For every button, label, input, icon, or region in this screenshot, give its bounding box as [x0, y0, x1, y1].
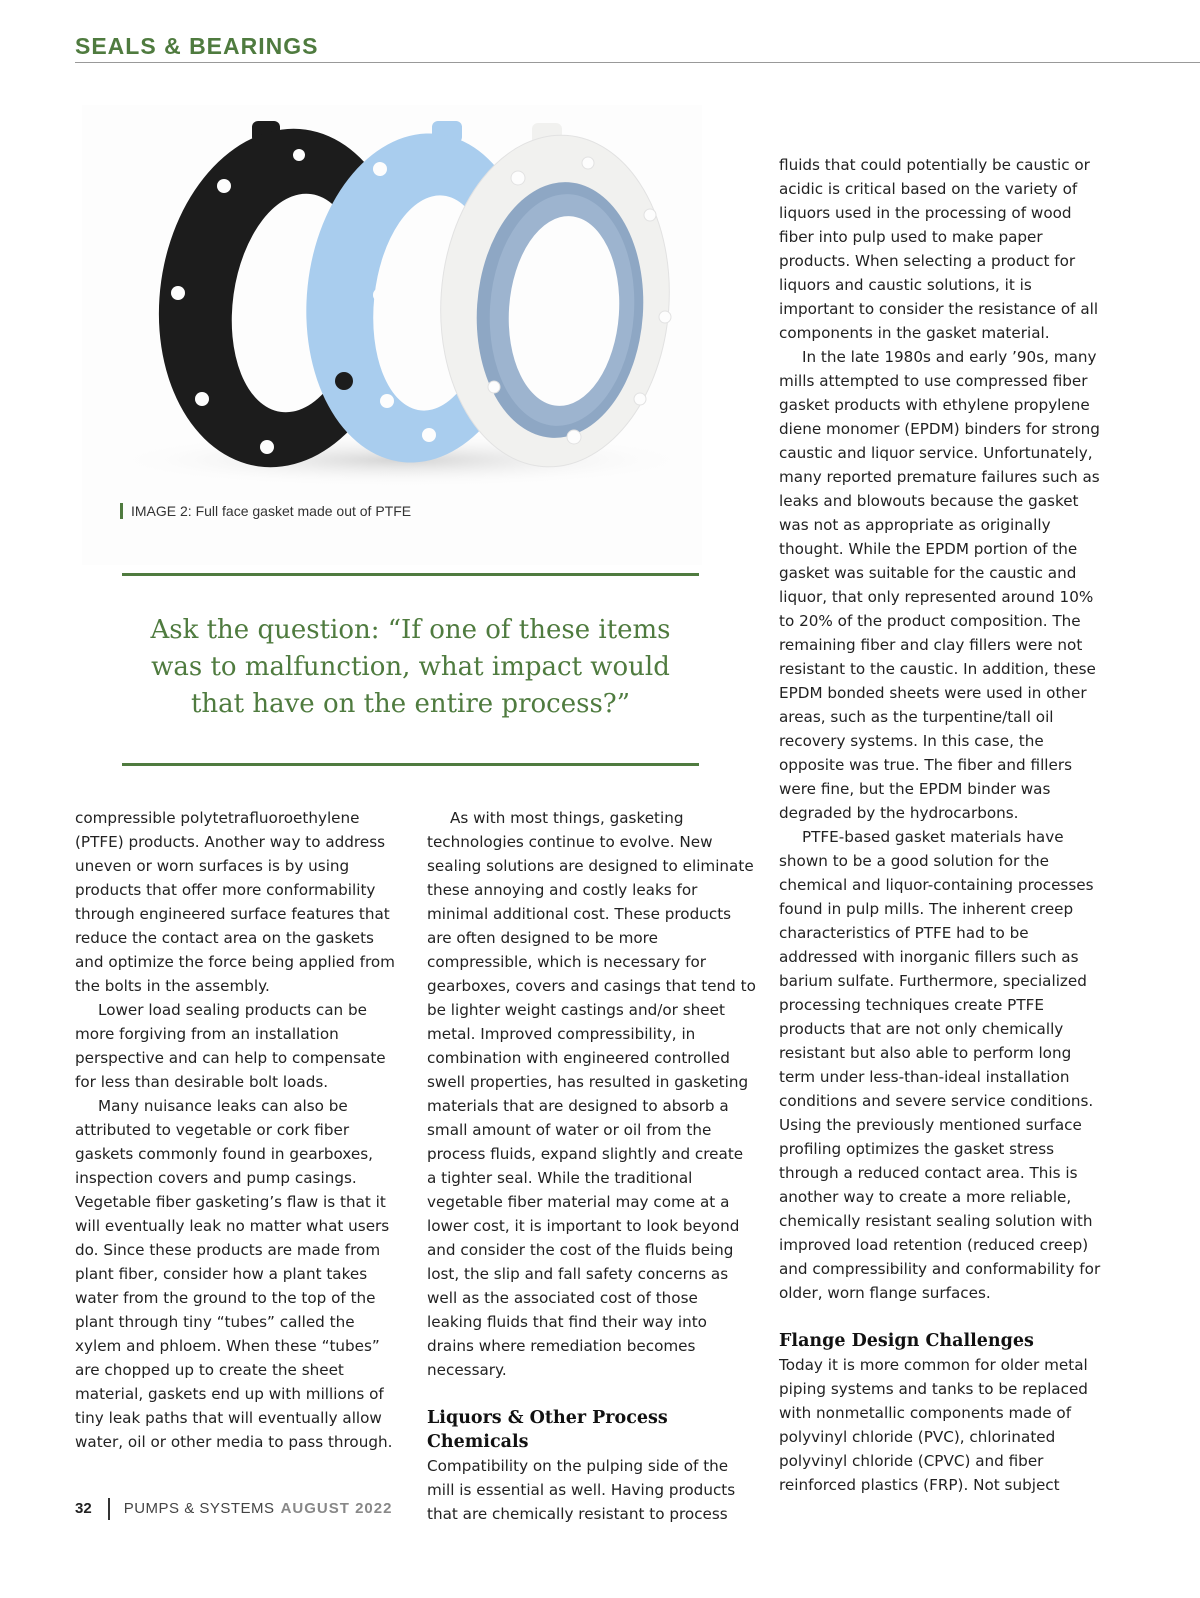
col3-heading: Flange Design Challenges	[779, 1331, 1034, 1351]
header-rule	[75, 62, 1200, 63]
col3-paragraph-2: In the late 1980s and early ’90s, many mills attempted to use compressed fiber gasket products with ethylene propylene diene monomer (EPDM) binders for strong caustic and liquor service. Unfortunately, many reported premature failures such as leaks and blowouts because the gasket was not as appropriate as originally thought. While the EPDM portion of the gasket was suitable for the caustic and liquor, that only represented around 10% to 20% of the product composition. The remaining fiber and clay fillers were not resistant to the caustic. In addition, these EPDM bonded sheets were used in other areas, such as the turpentine/tall oil recovery systems. In this case, the opposite was true. The fiber and fillers were fine, but the EPDM binder was degraded by the hydrocarbons.	[779, 348, 1100, 822]
gasket-illustration	[82, 105, 702, 565]
pull-quote: Ask the question: “If one of these items was to malfunction, what impact would that have on the entire process?”	[150, 615, 671, 719]
footer-divider	[108, 1498, 110, 1520]
col1-paragraph-1: compressible polytetrafluoroethylene (PTFE) products. Another way to address uneven or worn surfaces is by using products that offer more conformability through engineered surface features that reduce the contact area on the gaskets and optimize the force being applied from the bolts in the assembly.	[75, 809, 395, 995]
gasket-photo	[82, 105, 702, 565]
issue-date: AUGUST 2022	[280, 1500, 393, 1517]
page-number: 32	[75, 1500, 92, 1517]
column-3	[779, 153, 1109, 1497]
col3-paragraph-1: fluids that could potentially be caustic or acidic is critical based on the variety of liquors used in the processing of wood fiber into pulp used to make paper products. When selecting a product for liquors and caustic solutions, it is important to consider the resistance of all components in the gasket material.	[779, 156, 1099, 342]
figure-caption: IMAGE 2: Full face gasket made out of PTFE	[120, 503, 411, 519]
section-header: SEALS & BEARINGS	[75, 33, 319, 59]
magazine-name: PUMPS & SYSTEMS	[123, 1500, 275, 1517]
col3-paragraph-3: PTFE-based gasket materials have shown to be a good solution for the chemical and liquor-containing processes found in pulp mills. The inherent creep characteristics of PTFE had to be addressed with inorganic fillers such as barium sulfate. Furthermore, specialized processing techniques create PTFE products that are not only chemically resistant but also able to perform long term under less-than-ideal installation conditions and severe service conditions. Using the previously mentioned surface profiling optimizes the gasket stress through a reduced contact area. This is another way to create a more reliable, chemically resistant sealing solution with improved load retention (reduced creep) and compressibility and conformability for older, worn flange surfaces.	[779, 828, 1101, 1302]
col1-paragraph-2: Lower load sealing products can be more forgiving from an installation perspective and can help to compensate for less than desirable bolt loads.	[75, 1001, 386, 1091]
col3-paragraph-4: Today it is more common for older metal piping systems and tanks to be replaced with nonmetallic components made of polyvinyl chloride (PVC), chlorinated polyvinyl chloride (CPVC) and fiber reinforced plastics (FRP). Not subject	[779, 1356, 1088, 1494]
spacer	[779, 1305, 1109, 1329]
col2-heading: Liquors & Other Process Chemicals	[427, 1408, 668, 1452]
page-footer	[75, 1498, 392, 1520]
spacer	[427, 1382, 757, 1406]
pull-quote-rule-top	[122, 573, 699, 576]
column-1	[75, 806, 405, 1454]
pull-quote-rule-bottom	[122, 763, 699, 766]
col2-paragraph-1: As with most things, gasketing technologies continue to evolve. New sealing solutions are designed to eliminate these annoying and costly leaks for minimal additional cost. These products are often designed to be more compressible, which is necessary for gearboxes, covers and casings that tend to be lighter weight castings and/or sheet metal. Improved compressibility, in combination with engineered controlled swell properties, has resulted in gasketing materials that are designed to absorb a small amount of water or oil from the process fluids, expand slightly and create a tighter seal. While the traditional vegetable fiber material may come at a lower cost, it is important to look beyond and consider the cost of the fluids being lost, the slip and fall safety concerns as well as the associated cost of those leaking fluids that find their way into drains where remediation becomes necessary.	[427, 809, 756, 1379]
col1-paragraph-3: Many nuisance leaks can also be attributed to vegetable or cork fiber gaskets commonly found in gearboxes, inspection covers and pump casings. Vegetable fiber gasketing’s flaw is that it will eventually leak no matter what users do. Since these products are made from plant fiber, consider how a plant takes water from the ground to the top of the plant through tiny “tubes” called the xylem and phloem. When these “tubes” are chopped up to create the sheet material, gaskets end up with millions of tiny leak paths that will eventually allow water, oil or other media to pass through.	[75, 1097, 393, 1451]
col2-paragraph-2: Compatibility on the pulping side of the mill is essential as well. Having products that are chemically resistant to process	[427, 1457, 736, 1523]
column-2	[427, 806, 757, 1526]
